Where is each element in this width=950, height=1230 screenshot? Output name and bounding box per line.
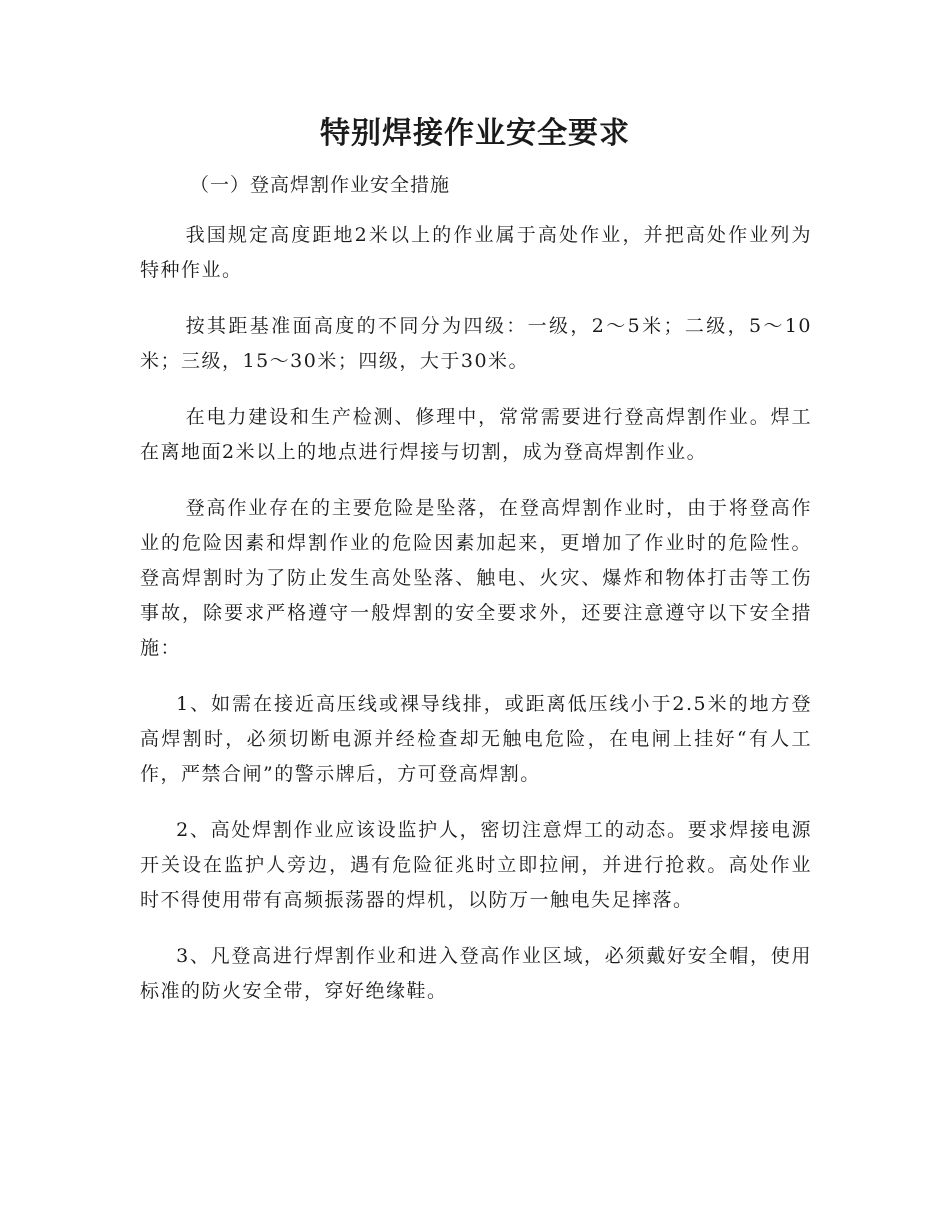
- paragraph-main-hazards: 登高作业存在的主要危险是坠落，在登高焊割作业时，由于将登高作业的危险因素和焊割作业的危险因素加起来，更增加了作业时的危险性。登高焊割时为了防止发生高处坠落、触电、火灾、爆炸和物体打击等工伤事故，除要求严格遵守一般焊割的安全要求外，还要注意遵守以下安全措施：: [140, 497, 812, 659]
- measure-item-3: 3、凡登高进行焊割作业和进入登高作业区域，必须戴好安全帽，使用标准的防火安全带，穿好绝缘鞋。: [140, 945, 812, 1002]
- document-body: [140, 218, 812, 1030]
- page-title: 特别焊接作业安全要求: [320, 116, 630, 151]
- section-heading: （一）登高焊割作业安全措施: [190, 174, 451, 196]
- paragraph-height-levels: 按其距基准面高度的不同分为四级：一级，2～5米；二级，5～10米；三级，15～30米；四级，大于30米。: [140, 315, 812, 372]
- measure-item-2: 2、高处焊割作业应该设监护人，密切注意焊工的动态。要求焊接电源开关设在监护人旁边，遇有危险征兆时立即拉闸，并进行抢救。高处作业时不得使用带有高频振荡器的焊机，以防万一触电失足摔落。: [140, 819, 812, 911]
- measure-item-1: 1、如需在接近高压线或裸导线排，或距离低压线小于2.5米的地方登高焊割时，必须切断电源并经检查却无触电危险，在电闸上挂好“有人工作，严禁合闸”的警示牌后，方可登高焊割。: [140, 693, 812, 785]
- paragraph-power-construction: 在电力建设和生产检测、修理中，常常需要进行登高焊割作业。焊工在离地面2米以上的地点进行焊接与切割，成为登高焊割作业。: [140, 406, 812, 463]
- paragraph-height-definition: 我国规定高度距地2米以上的作业属于高处作业，并把高处作业列为特种作业。: [140, 224, 812, 281]
